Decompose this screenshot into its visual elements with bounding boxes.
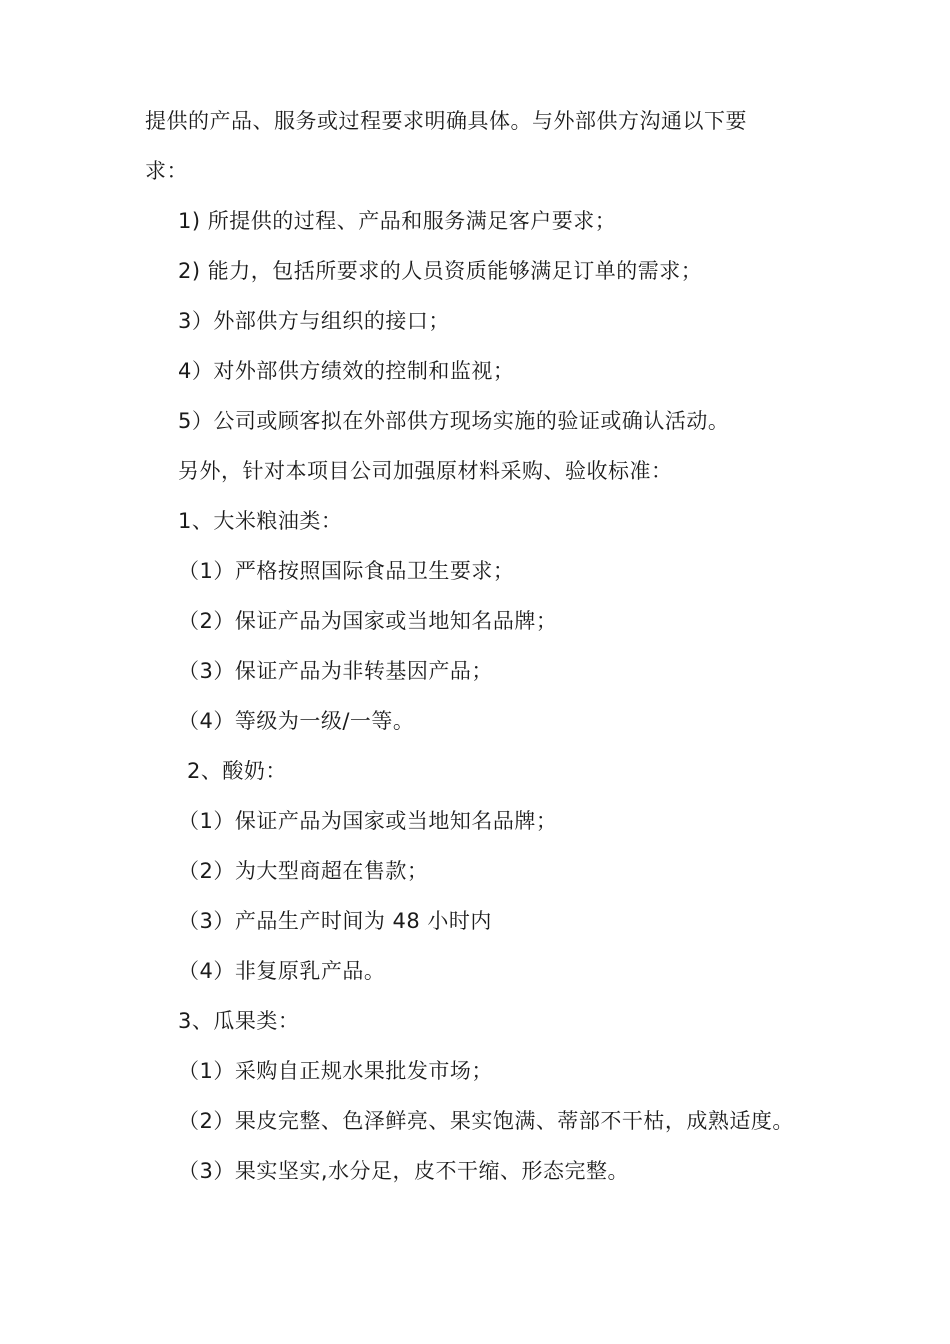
section-item: （4）等级为一级/一等。 [178, 709, 415, 733]
section-heading: 3、瓜果类： [178, 1009, 300, 1033]
requirement-item: 2) 能力，包括所要求的人员资质能够满足订单的需求； [178, 259, 703, 283]
section-item: （3）保证产品为非转基因产品； [178, 659, 493, 683]
section-item: （1）采购自正规水果批发市场； [178, 1059, 493, 1083]
intro-line-2: 求： [145, 159, 188, 183]
intro-line-1: 提供的产品、服务或过程要求明确具体。与外部供方沟通以下要 [145, 109, 747, 133]
requirement-item: 3）外部供方与组织的接口； [178, 309, 450, 333]
requirement-item: 1) 所提供的过程、产品和服务满足客户要求； [178, 209, 617, 233]
section-item: （2）果皮完整、色泽鲜亮、果实饱满、蒂部不干枯，成熟适度。 [178, 1109, 794, 1133]
section-item: （1）保证产品为国家或当地知名品牌； [178, 809, 558, 833]
section-item: （2）为大型商超在售款； [178, 859, 429, 883]
section-item: （4）非复原乳产品。 [178, 959, 386, 983]
section-heading: 2、酸奶： [187, 759, 287, 783]
requirement-item: 5）公司或顾客拟在外部供方现场实施的验证或确认活动。 [178, 409, 730, 433]
section-item: （3）产品生产时间为 48 小时内 [178, 909, 492, 933]
requirement-item: 4）对外部供方绩效的控制和监视； [178, 359, 515, 383]
section-item: （2）保证产品为国家或当地知名品牌； [178, 609, 558, 633]
section-item: （1）严格按照国际食品卫生要求； [178, 559, 515, 583]
section-item: （3）果实坚实,水分足，皮不干缩、形态完整。 [178, 1159, 630, 1183]
standards-intro: 另外，针对本项目公司加强原材料采购、验收标准： [178, 459, 673, 483]
section-heading: 1、大米粮油类： [178, 509, 343, 533]
